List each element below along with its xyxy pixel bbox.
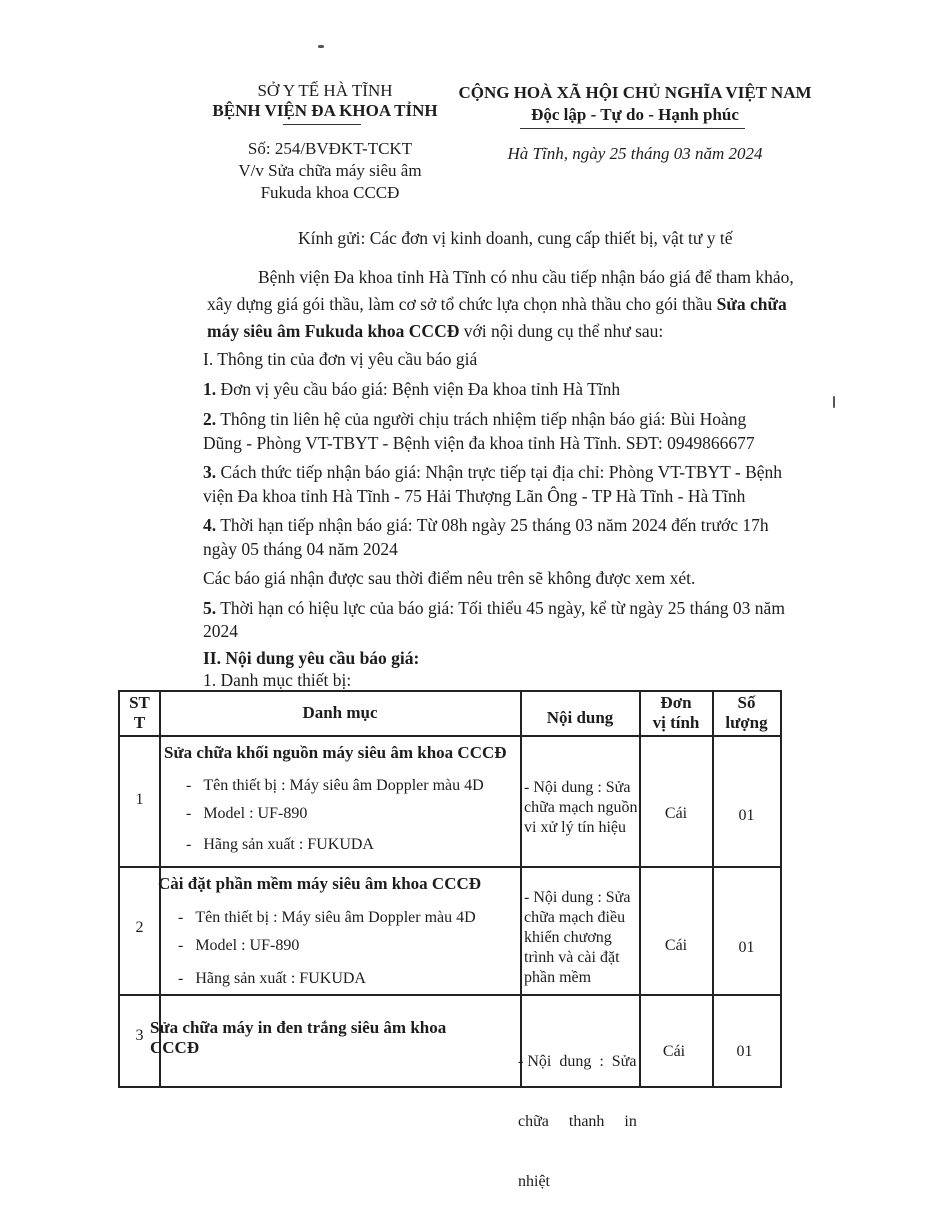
national-title: CỘNG HOÀ XÃ HỘI CHỦ NGHĨA VIỆT NAM <box>458 83 812 102</box>
row-2-stt: 2 <box>135 919 144 936</box>
section-2-subtitle: 1. Danh mục thiết bị: <box>203 670 352 690</box>
content-line: chữa thanh in <box>518 1113 637 1130</box>
header-qty-line: Số <box>737 693 756 712</box>
header-stt-line: ST <box>129 693 150 712</box>
row-1-unit: Cái <box>664 805 688 822</box>
dash: - <box>186 777 192 794</box>
section-1-title: I. Thông tin của đơn vị yêu cầu báo giá <box>203 349 478 369</box>
subject-line-1: V/v Sửa chữa máy siêu âm <box>238 161 422 180</box>
item-text: Thời hạn tiếp nhận báo giá: Từ 08h ngày 25 tháng 03 năm 2024 đến trước 17h <box>220 515 769 535</box>
national-motto: Độc lập - Tự do - Hạnh phúc <box>531 105 739 124</box>
row-1-qty: 01 <box>738 807 755 824</box>
document-number: Số: 254/BVĐKT-TCKT <box>247 139 413 158</box>
row-2-bullet-2 <box>178 936 299 956</box>
dash: - <box>178 909 184 926</box>
scan-speck <box>833 396 835 408</box>
intro-line-3-text: với nội dung cụ thể như sau: <box>463 321 664 341</box>
table-border <box>118 1086 782 1088</box>
section-1-item-2-line-1 <box>203 407 746 431</box>
row-3-content <box>518 1012 640 1232</box>
row-1-bullet-1 <box>186 776 484 796</box>
intro-line-2 <box>207 292 787 316</box>
row-2-title: Cài đặt phần mềm máy siêu âm khoa CCCĐ <box>158 874 482 893</box>
item-number: 4. <box>203 515 217 535</box>
section-1-item-2-line-2: Dũng - Phòng VT-TBYT - Bệnh viện đa khoa tỉnh Hà Tĩnh. SĐT: 0949866677 <box>203 433 755 453</box>
row-2-unit: Cái <box>664 937 688 954</box>
row-1-bullet-2 <box>186 804 307 824</box>
bullet-text: Tên thiết bị : Máy siêu âm Doppler màu 4D <box>203 777 484 794</box>
intro-package-name-start: Sửa chữa <box>716 294 787 314</box>
hospital-name: BỆNH VIỆN ĐA KHOA TỈNH <box>212 101 438 120</box>
item-text: Cách thức tiếp nhận báo giá: Nhận trực tiếp tại địa chỉ: Phòng VT-TBYT - Bệnh <box>220 462 783 482</box>
intro-line-3 <box>207 319 663 343</box>
content-line: chữa mạch điều <box>524 909 626 926</box>
title-line: Sửa chữa máy in đen trắng siêu âm khoa <box>150 1018 447 1037</box>
section-1-item-5-line-2: 2024 <box>203 621 238 641</box>
content-line: - Nội dung : Sửa <box>524 889 631 906</box>
table-border <box>780 690 782 1088</box>
table-border <box>712 690 714 1088</box>
row-2-bullet-3 <box>178 969 366 989</box>
row-2-qty: 01 <box>738 939 755 956</box>
bullet-text: Hãng sản xuất : FUKUDA <box>195 970 366 987</box>
content-line: phần mềm <box>524 969 592 986</box>
row-3-title <box>150 1018 446 1058</box>
section-2-title: II. Nội dung yêu cầu báo giá: <box>203 648 420 668</box>
item-text: Thông tin liên hệ của người chịu trách nhiệm tiếp nhận báo giá: Bùi Hoàng <box>220 409 747 429</box>
section-1-item-3-line-2: viện Đa khoa tỉnh Hà Tĩnh - 75 Hải Thượng Lãn Ông - TP Hà Tĩnh - Hà Tĩnh <box>203 486 746 506</box>
dash: - <box>186 836 192 853</box>
section-1-item-4-line-1 <box>203 513 769 537</box>
row-2-content <box>524 888 638 988</box>
header-don-vi-tinh <box>640 693 712 733</box>
document-date: Hà Tĩnh, ngày 25 tháng 03 năm 2024 <box>507 144 763 163</box>
dash: - <box>178 937 184 954</box>
header-unit-line: vị tính <box>652 713 700 732</box>
section-1-item-5-line-1 <box>203 596 785 620</box>
row-1-stt: 1 <box>135 791 144 808</box>
intro-line-2-text: xây dựng giá gói thầu, làm cơ sở tổ chức lựa chọn nhà thầu cho gói thầu <box>207 294 713 314</box>
agency-name: SỞ Y TẾ HÀ TĨNH <box>257 81 393 100</box>
table-border <box>118 994 782 996</box>
section-1-item-1 <box>203 377 620 401</box>
table-border <box>118 735 782 737</box>
header-unit-line: Đơn <box>660 693 692 712</box>
header-stt-line: T <box>133 713 146 732</box>
row-1-content <box>524 778 638 838</box>
table-border <box>118 866 782 868</box>
row-3-unit: Cái <box>662 1043 686 1060</box>
intro-line-1: Bệnh viện Đa khoa tỉnh Hà Tĩnh có nhu cầu tiếp nhận báo giá để tham khảo, <box>258 267 794 287</box>
greeting: Kính gửi: Các đơn vị kinh doanh, cung cấp thiết bị, vật tư y tế <box>298 228 733 248</box>
item-text: Đơn vị yêu cầu báo giá: Bệnh viện Đa khoa tỉnh Hà Tĩnh <box>220 379 621 399</box>
row-1-bullet-3 <box>186 835 374 855</box>
item-number: 2. <box>203 409 217 429</box>
section-1-note: Các báo giá nhận được sau thời điểm nêu trên sẽ không được xem xét. <box>203 568 696 588</box>
item-text: Thời hạn có hiệu lực của báo giá: Tối thiểu 45 ngày, kể từ ngày 25 tháng 03 năm <box>220 598 785 618</box>
header-left-underline <box>283 124 361 125</box>
bullet-text: Model : UF-890 <box>203 805 308 822</box>
content-line: khiển chương <box>524 929 612 946</box>
equipment-table <box>118 690 782 1190</box>
header-stt <box>120 693 159 733</box>
item-number: 1. <box>203 379 217 399</box>
bullet-text: Hãng sản xuất : FUKUDA <box>203 836 374 853</box>
subject-line-2: Fukuda khoa CCCĐ <box>260 183 400 202</box>
section-1-item-4-line-2: ngày 05 tháng 04 năm 2024 <box>203 539 398 559</box>
content-line: vi xử lý tín hiệu <box>524 819 626 836</box>
content-line: - Nội dung : Sửa <box>524 779 631 796</box>
title-line: CCCĐ <box>150 1038 200 1057</box>
bullet-text: Model : UF-890 <box>195 937 300 954</box>
row-3-qty: 01 <box>736 1043 753 1060</box>
row-2-bullet-1 <box>178 908 476 928</box>
header-danh-muc: Danh mục <box>302 703 378 722</box>
item-number: 5. <box>203 598 217 618</box>
row-3-stt: 3 <box>135 1027 144 1044</box>
section-1-item-3-line-1 <box>203 460 782 484</box>
content-line: - Nội dung : Sửa <box>518 1053 637 1070</box>
content-line: chữa mạch nguồn <box>524 799 638 816</box>
header-right-underline <box>520 128 745 129</box>
header-so-luong <box>713 693 780 733</box>
header-noi-dung: Nội dung <box>546 708 614 727</box>
row-1-title: Sửa chữa khối nguồn máy siêu âm khoa CCCĐ <box>164 743 507 762</box>
bullet-text: Tên thiết bị : Máy siêu âm Doppler màu 4D <box>195 909 476 926</box>
dash: - <box>186 805 192 822</box>
content-line: nhiệt <box>518 1173 550 1190</box>
header-qty-line: lượng <box>725 713 768 732</box>
intro-package-name-end: máy siêu âm Fukuda khoa CCCĐ <box>207 321 460 341</box>
table-border <box>118 690 782 692</box>
content-line: trình và cài đặt <box>524 949 620 966</box>
scan-speck <box>318 45 324 48</box>
dash: - <box>178 970 184 987</box>
item-number: 3. <box>203 462 217 482</box>
